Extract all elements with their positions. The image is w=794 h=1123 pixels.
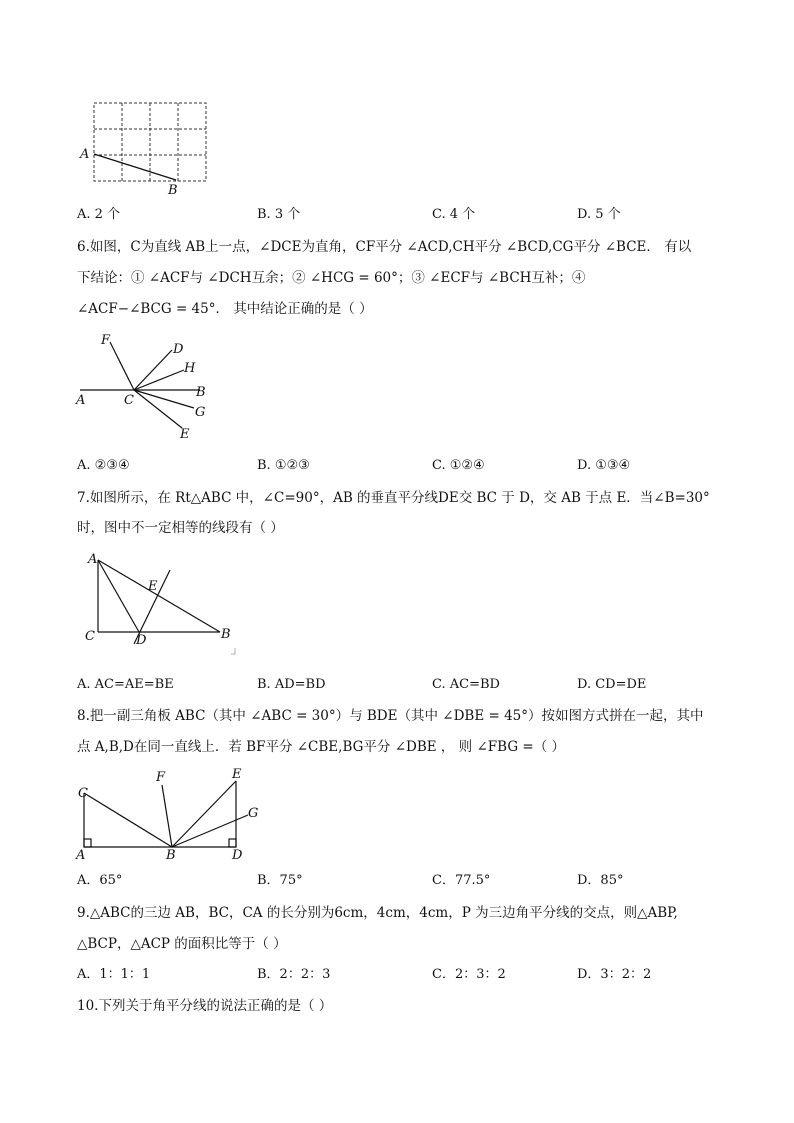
q8-option-a[interactable]: A．65°: [77, 873, 123, 888]
q6-text-line-2: 下结论：① ∠ACF与 ∠DCH互余；② ∠HCG = 60°；③ ∠ECF与 ∠BCH互补；④: [77, 270, 586, 286]
label-e: E: [232, 767, 242, 782]
label-b: B: [196, 385, 206, 400]
q8-figure: [72, 765, 272, 865]
q6-option-c[interactable]: C. ①②④: [432, 458, 485, 473]
label-f: F: [156, 770, 166, 785]
q9-option-d[interactable]: D．3：2：2: [577, 967, 652, 982]
q9-option-c[interactable]: C．2：3：2: [432, 967, 506, 982]
q8-text-line-1: 8.把一副三角板 ABC（其中 ∠ABC = 30°）与 BDE（其中 ∠DBE = 45°）按如图方式拼在一起，其中: [77, 708, 704, 724]
q5-option-b[interactable]: B. 3 个: [257, 207, 301, 222]
q6-option-b[interactable]: B. ①②③: [257, 458, 310, 473]
q7-option-c[interactable]: C. AC=BD: [432, 677, 500, 692]
q8-option-c[interactable]: C．77.5°: [432, 873, 491, 888]
label-d: D: [173, 342, 184, 357]
label-b: B: [221, 627, 231, 642]
q9-option-a[interactable]: A．1：1：1: [77, 967, 151, 982]
label-e: E: [180, 427, 190, 442]
q5-option-c[interactable]: C. 4 个: [432, 207, 476, 222]
q9-text-line-2: △BCP，△ACP 的面积比等于（ ）: [77, 936, 287, 952]
label-g: G: [248, 806, 259, 821]
q7-figure: [80, 548, 245, 660]
q5-option-d[interactable]: D. 5 个: [577, 207, 621, 222]
label-g: G: [195, 405, 206, 420]
segment-ab: [94, 154, 176, 180]
label-b: B: [166, 848, 176, 863]
label-h: H: [184, 361, 196, 376]
label-a: A: [76, 393, 86, 408]
q6-figure: [72, 328, 222, 444]
q8-option-d[interactable]: D．85°: [577, 873, 624, 888]
label-c: C: [78, 786, 88, 801]
q8-option-b[interactable]: B．75°: [257, 873, 303, 888]
label-f: F: [101, 333, 111, 348]
q6-text-line-1: 6.如图，C为直线 AB上一点，∠DCE为直角，CF平分 ∠ACD,CH平分 ∠BCD,CG平分 ∠BCE． 有以: [77, 239, 692, 255]
q7-option-d[interactable]: D. CD=DE: [577, 677, 647, 692]
q6-text-line-3: ∠ACF−∠BCG = 45°． 其中结论正确的是（ ）: [77, 301, 373, 317]
label-c: C: [85, 629, 95, 644]
label-d: D: [136, 633, 147, 648]
q7-option-a[interactable]: A. AC=AE=BE: [77, 677, 174, 692]
q9-text-line-1: 9.△ABC的三边 AB，BC，CA 的长分别为6cm，4cm，4cm，P 为三边角平分线的交点，则△ABP,: [77, 905, 678, 921]
q9-option-b[interactable]: B．2：2：3: [257, 967, 331, 982]
q5-grid-figure: [76, 96, 216, 200]
label-e: E: [148, 579, 158, 594]
q8-text-line-2: 点 A,B,D在同一直线上．若 BF平分 ∠CBE,BG平分 ∠DBE ， 则 ∠FBG =（ ）: [77, 739, 566, 755]
label-c: C: [124, 393, 134, 408]
label-a: A: [88, 552, 98, 567]
q5-option-a[interactable]: A. 2 个: [77, 207, 121, 222]
label-d: D: [232, 848, 243, 863]
label-a: A: [76, 848, 86, 863]
q7-option-b[interactable]: B. AD=BD: [257, 677, 326, 692]
q7-text-line-2: 时，图中不一定相等的线段有（ ）: [77, 520, 284, 536]
label-a: A: [80, 147, 90, 162]
label-b: B: [168, 183, 178, 198]
q10-text-line-1: 10.下列关于角平分线的说法正确的是（ ）: [77, 998, 333, 1014]
q6-option-d[interactable]: D. ①③④: [577, 458, 631, 473]
q7-text-line-1: 7.如图所示，在 Rt△ABC 中，∠C=90°，AB 的垂直平分线DE交 BC 于 D，交 AB 于点 E．当∠B=30°: [77, 490, 710, 506]
q6-option-a[interactable]: A. ②③④: [77, 458, 130, 473]
